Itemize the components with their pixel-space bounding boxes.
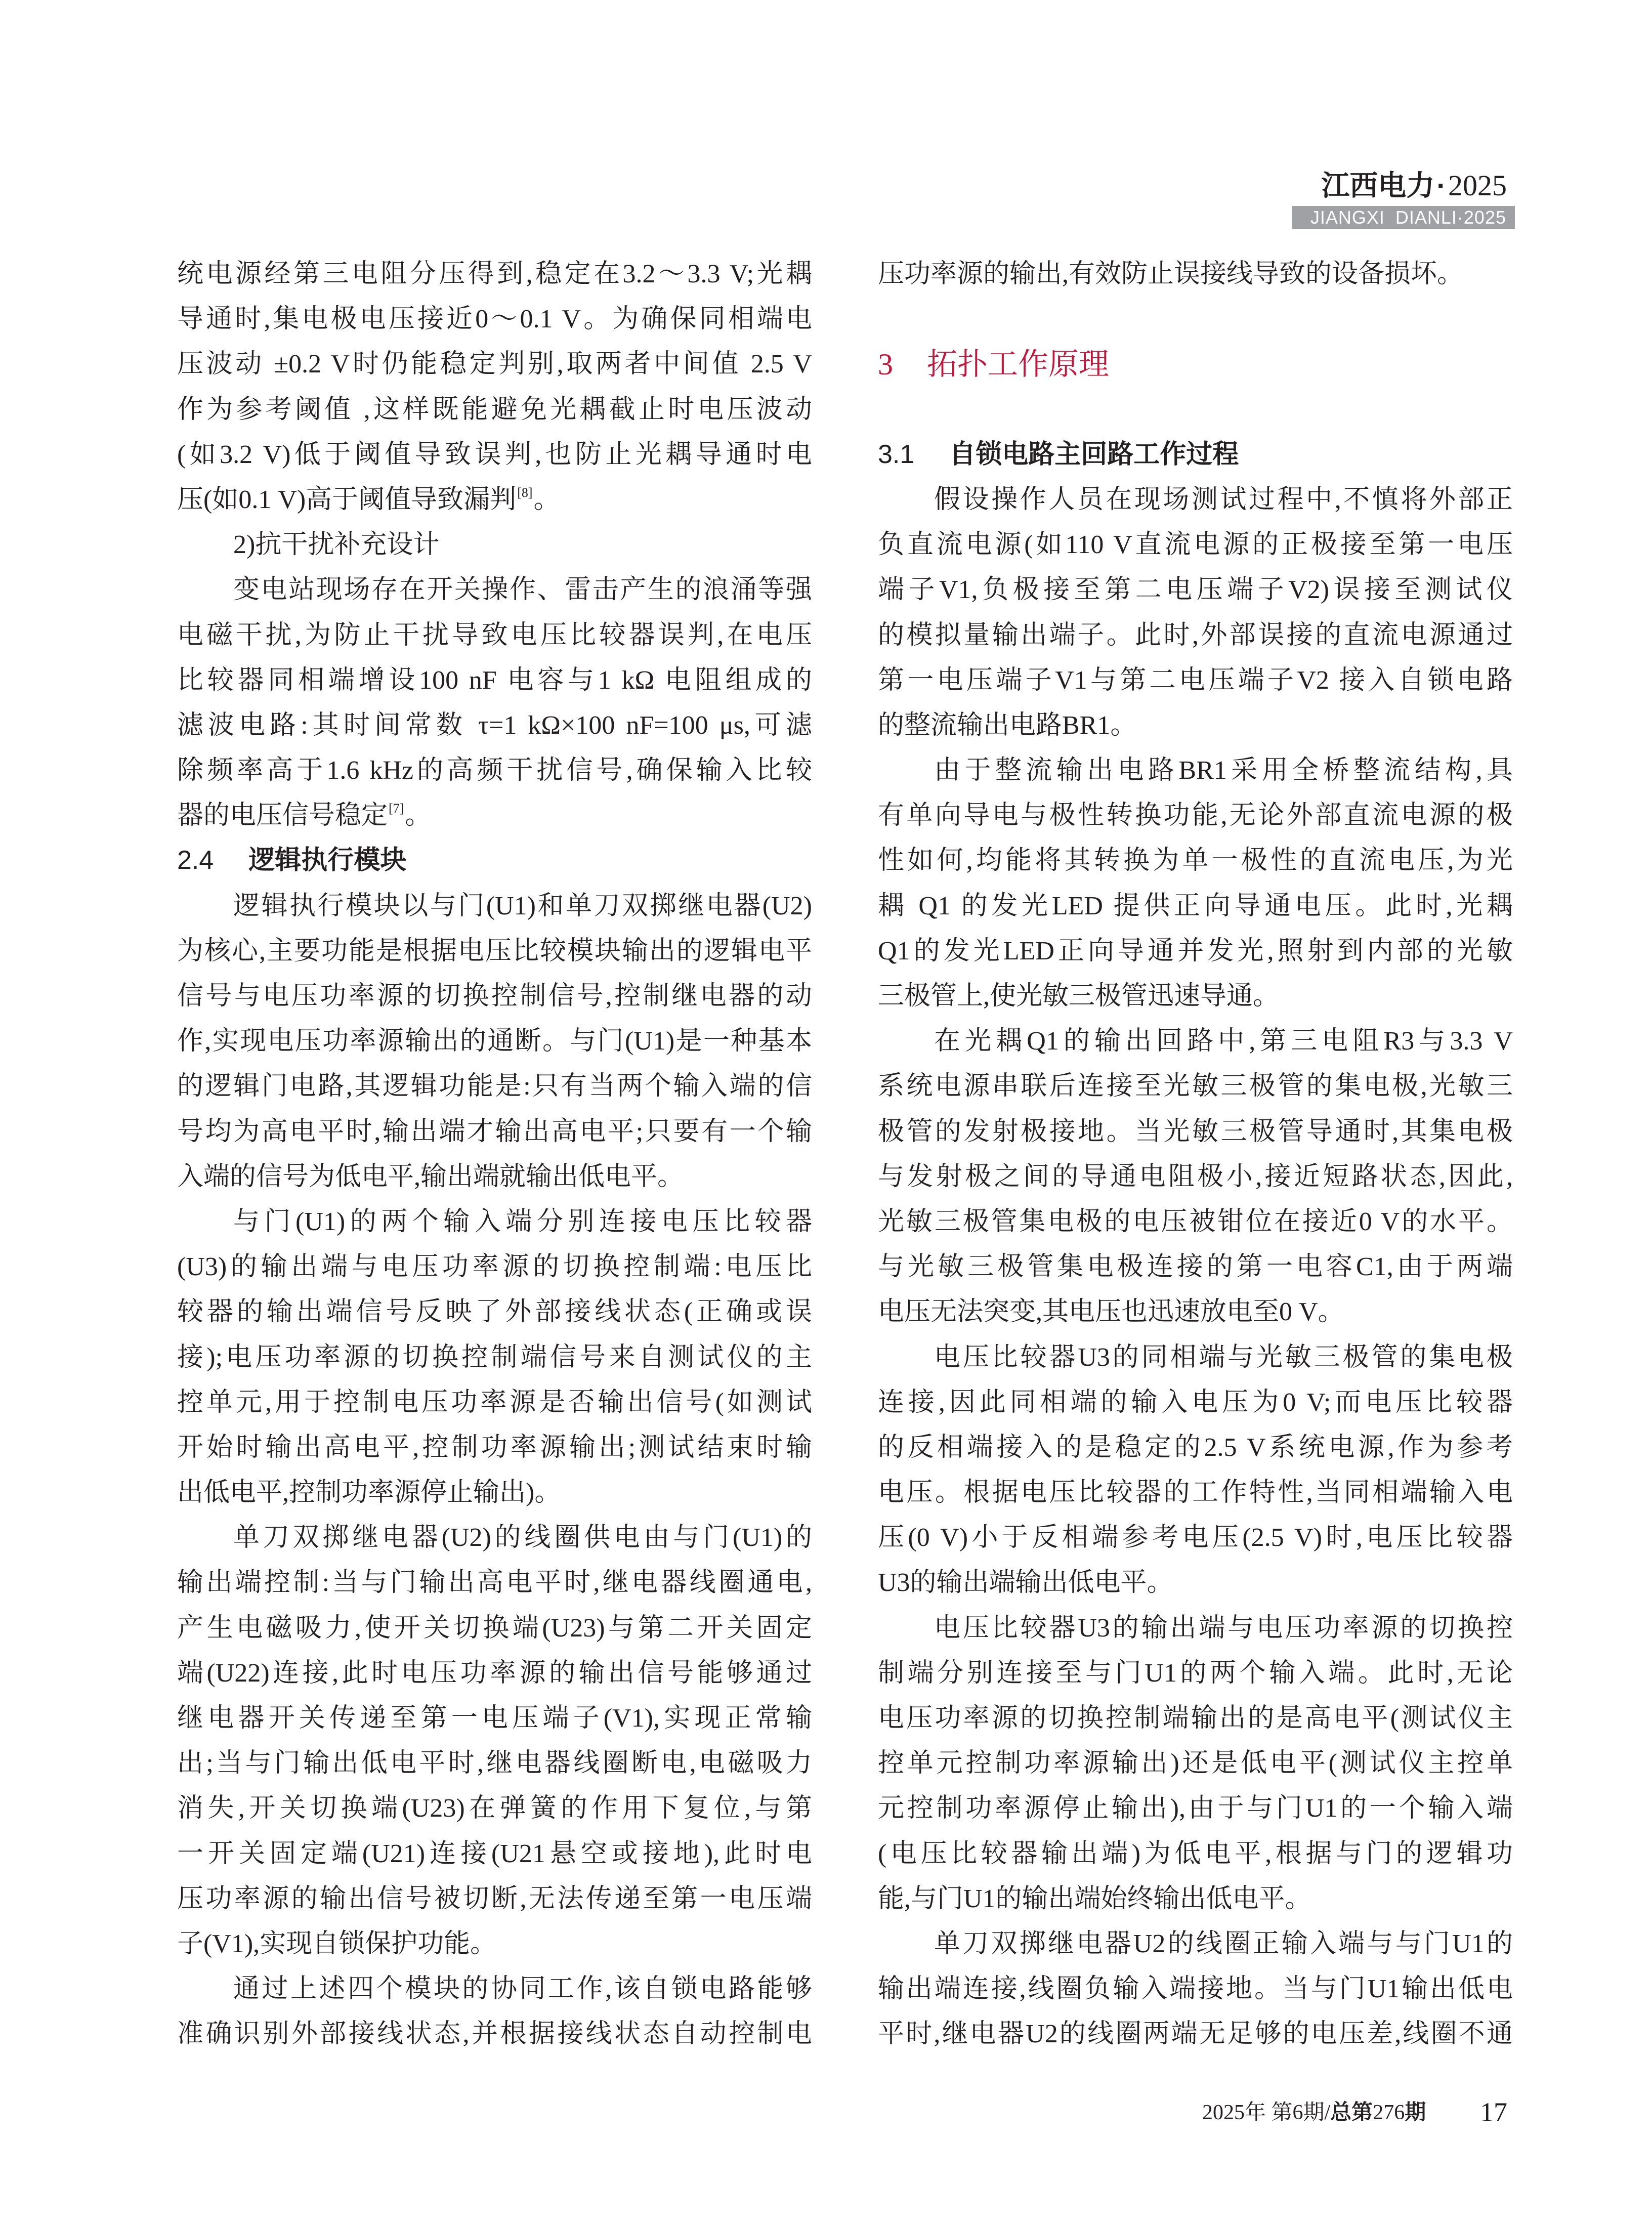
issue-info [1202, 2098, 1426, 2126]
body-text-line: 号均为高电平时,输出端才输出高电平;只要有一个输 [177, 1117, 812, 1146]
total-issue-prefix: 总第 [1330, 2100, 1373, 2124]
body-text-line: 作,实现电压功率源输出的通断。与门(U1)是一种基本 [177, 1027, 812, 1056]
body-text-line: 的反相端接入的是稳定的2.5 V系统电源,作为参考 [878, 1433, 1513, 1462]
subsection-title: 逻辑执行模块 [248, 846, 407, 875]
subsection-heading [878, 432, 1513, 477]
total-issue-number: 276 [1373, 2101, 1405, 2124]
body-text-line: 的逻辑门电路,其逻辑功能是:只有当两个输入端的信 [177, 1072, 812, 1101]
spacer [878, 297, 1513, 342]
body-text-line: 平时,继电器U2的线圈两端无足够的电压差,线圈不通 [878, 2020, 1513, 2049]
journal-title [1321, 169, 1507, 202]
body-text-line: (如3.2 V)低于阈值导致误判,也防止光耦导通时电 [177, 440, 812, 469]
body-text-line: 第一电压端子V1与第二电压端子V2 接入自锁电路 [878, 665, 1513, 695]
body-text-line: 电磁干扰,为防止干扰导致电压比较器误判,在电压 [177, 620, 812, 650]
line-tail: 。 [405, 801, 432, 830]
body-text-line: 光敏三极管集电极的电压被钳位在接近0 V的水平。 [878, 1207, 1513, 1236]
body-text-line: 元控制功率源停止输出),由于与门U1的一个输入端 [878, 1794, 1513, 1823]
body-text-line [177, 477, 812, 522]
body-text-line: 作为参考阈值 ,这样既能避免光耦截止时电压波动 [177, 395, 812, 424]
body-text-line: 滤波电路:其时间常数 τ=1 kΩ×100 nF=100 μs,可滤 [177, 710, 812, 740]
body-text-line: 信号与电压功率源的切换控制信号,控制继电器的动 [177, 982, 812, 1011]
body-text-line: 产生电磁吸力,使开关切换端(U23)与第二开关固定 [177, 1613, 812, 1643]
body-text-line: 为核心,主要功能是根据电压比较模块输出的逻辑电平 [177, 936, 812, 965]
body-text-line: 系统电源串联后连接至光敏三极管的集电极,光敏三 [878, 1072, 1513, 1101]
body-text-line: (电压比较器输出端)为低电平,根据与门的逻辑功 [878, 1839, 1513, 1868]
line-text: 器的电压信号稳定 [177, 801, 388, 830]
subsection-heading [177, 838, 812, 883]
body-text-line: 电压无法突变,其电压也迅速放电至0 V。 [878, 1297, 1344, 1327]
body-text-line: 逻辑执行模块以与门(U1)和单刀双掷继电器(U2) [233, 891, 812, 920]
spacer [878, 387, 1513, 432]
body-text-line: (U3)的输出端与电压功率源的切换控制端:电压比 [177, 1252, 812, 1282]
body-text-line: 在光耦Q1的输出回路中,第三电阻R3与3.3 V [934, 1027, 1513, 1056]
body-text-line: 输出端连接,线圈负输入端接地。当与门U1输出低电 [878, 1975, 1513, 2004]
body-text-line: 与门(U1)的两个输入端分别连接电压比较器 [233, 1207, 812, 1236]
journal-name-en-banner [1292, 206, 1515, 229]
body-text-line: Q1的发光LED正向导通并发光,照射到内部的光敏 [878, 936, 1513, 965]
body-text-line: 压(0 V)小于反相端参考电压(2.5 V)时,电压比较器 [878, 1523, 1513, 1552]
body-text-line: 开始时输出高电平,控制功率源输出;测试结束时输 [177, 1433, 812, 1462]
body-text-line: 单刀双掷继电器U2的线圈正输入端与与门U1的 [934, 1929, 1513, 1958]
body-text-line: 的模拟量输出端子。此时,外部误接的直流电源通过 [878, 620, 1513, 650]
issue-text: 2025年 第6期/ [1202, 2101, 1331, 2124]
body-text-line: 通过上述四个模块的协同工作,该自锁电路能够 [233, 1975, 812, 2004]
body-text-line: 继电器开关传递至第一电压端子(V1),实现正常输 [177, 1704, 812, 1733]
body-text-line: 端子V1,负极接至第二电压端子V2)误接至测试仪 [878, 575, 1513, 605]
section-number: 3 [878, 348, 893, 382]
body-text-line: 压波动 ±0.2 V时仍能稳定判别,取两者中间值 2.5 V [177, 350, 812, 379]
body-text-line: 连接,因此同相端的输入电压为0 V;而电压比较器 [878, 1388, 1513, 1417]
body-text-line: 三极管上,使光敏三极管迅速导通。 [878, 982, 1280, 1011]
body-text-line: 能,与门U1的输出端始终输出低电平。 [878, 1884, 1311, 1913]
body-text-line: 比较器同相端增设100 nF 电容与1 kΩ 电阻组成的 [177, 665, 812, 695]
body-text-line: 极管的发射极接地。当光敏三极管导通时,其集电极 [878, 1117, 1513, 1146]
citation-ref: [8] [517, 485, 533, 500]
body-text-line: 负直流电源(如110 V直流电源的正极接至第一电压 [878, 530, 1513, 560]
body-text-line: 电压。根据电压比较器的工作特性,当同相端输入电 [878, 1478, 1513, 1507]
body-text-line: 有单向导电与极性转换功能,无论外部直流电源的极 [878, 801, 1513, 830]
body-text-line: 输出端控制:当与门输出高电平时,继电器线圈通电, [177, 1568, 812, 1598]
body-text-line: 电压比较器U3的输出端与电压功率源的切换控 [934, 1613, 1513, 1643]
body-text-line: 控单元控制功率源输出)还是低电平(测试仪主控单 [878, 1749, 1513, 1778]
body-text-line: 耦 Q1 的发光LED 提供正向导通电压。此时,光耦 [878, 891, 1513, 920]
body-text-line [177, 793, 812, 838]
left-column [177, 251, 812, 2057]
body-text-line: 较器的输出端信号反映了外部接线状态(正确或误 [177, 1297, 812, 1327]
body-text-line: 假设操作人员在现场测试过程中,不慎将外部正 [934, 485, 1513, 514]
section-title: 拓扑工作原理 [927, 347, 1109, 382]
body-text-line: 准确识别外部接线状态,并根据接线状态自动控制电 [177, 2020, 812, 2049]
journal-name-en: JIANGXI DIANLI·2025 [1310, 207, 1506, 228]
body-text-line: U3的输出端输出低电平。 [878, 1568, 1173, 1598]
body-text-line: 子(V1),实现自锁保护功能。 [177, 1929, 497, 1958]
body-text-line: 压功率源的输出,有效防止误接线导致的设备损坏。 [878, 260, 1464, 288]
body-text-line: 性如何,均能将其转换为单一极性的直流电压,为光 [878, 846, 1513, 875]
body-text-line: 出;当与门输出低电平时,继电器线圈断电,电磁吸力 [177, 1749, 812, 1778]
body-text-line: 出低电平,控制功率源停止输出)。 [177, 1478, 561, 1507]
body-text-line: 由于整流输出电路BR1采用全桥整流结构,具 [934, 756, 1513, 785]
page-number: 17 [1480, 2097, 1507, 2127]
journal-name-cn: 江西电力 [1321, 170, 1435, 201]
citation-ref: [7] [389, 801, 404, 816]
paragraph-subheading: 2)抗干扰补充设计 [233, 530, 440, 560]
body-text-line: 统电源经第三电阻分压得到,稳定在3.2～3.3 V;光耦 [177, 260, 812, 288]
body-text-line: 控单元,用于控制电压功率源是否输出信号(如测试 [177, 1388, 812, 1417]
body-text-line: 导通时,集电极电压接近0～0.1 V。为确保同相端电 [177, 305, 812, 334]
line-text: 压(如0.1 V)高于阈值导致漏判 [177, 485, 517, 514]
body-text-line: 的整流输出电路BR1。 [878, 710, 1137, 740]
body-text-line: 制端分别连接至与门U1的两个输入端。此时,无论 [878, 1658, 1513, 1688]
body-text-line: 接);电压功率源的切换控制端信号来自测试仪的主 [177, 1342, 812, 1372]
body-text-line: 与发射极之间的导通电阻极小,接近短路状态,因此, [878, 1162, 1513, 1191]
body-text-line: 与光敏三极管集电极连接的第一电容C1,由于两端 [878, 1252, 1513, 1282]
title-separator: · [1436, 170, 1446, 201]
journal-year: 2025 [1448, 169, 1507, 202]
subsection-number: 2.4 [177, 846, 214, 875]
body-text-line: 消失,开关切换端(U23)在弹簧的作用下复位,与第 [177, 1794, 812, 1823]
section-heading [878, 342, 1513, 387]
body-text-line: 电压比较器U3的同相端与光敏三极管的集电极 [934, 1342, 1513, 1372]
right-column [878, 251, 1513, 2057]
body-text-line: 压功率源的输出信号被切断,无法传递至第一电压端 [177, 1884, 812, 1913]
body-text-line: 入端的信号为低电平,输出端就输出低电平。 [177, 1162, 684, 1191]
total-issue-suffix: 期 [1405, 2100, 1426, 2124]
subsection-number: 3.1 [878, 439, 915, 469]
body-text-line: 端(U22)连接,此时电压功率源的输出信号能够通过 [177, 1658, 812, 1688]
body-text-line: 除频率高于1.6 kHz的高频干扰信号,确保输入比较 [177, 756, 812, 785]
body-text-line: 电压功率源的切换控制端输出的是高电平(测试仪主 [878, 1704, 1513, 1733]
body-text-line: 一开关固定端(U21)连接(U21悬空或接地),此时电 [177, 1839, 812, 1868]
body-text-line: 变电站现场存在开关操作、雷击产生的浪涌等强 [233, 575, 812, 605]
body-text-line: 单刀双掷继电器(U2)的线圈供电由与门(U1)的 [233, 1523, 812, 1552]
subsection-title: 自锁电路主回路工作过程 [949, 439, 1239, 469]
line-tail: 。 [533, 485, 560, 514]
